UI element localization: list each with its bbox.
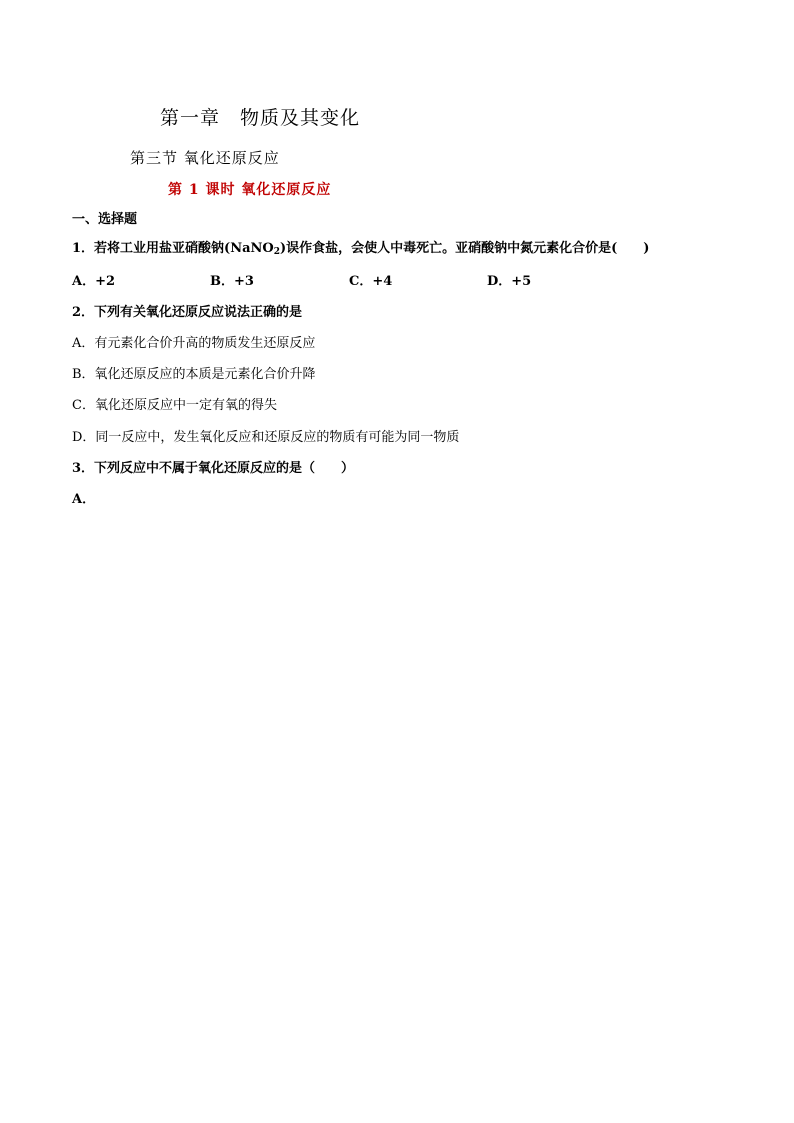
question-2-option-c: C．氧化还原反应中一定有氧的得失 [72,398,277,413]
question-1-option-a: A．+2 [72,274,116,289]
question-2-option-b: B．氧化还原反应的本质是元素化合价升降 [72,367,316,382]
question-3-option-a: A． [72,492,96,507]
question-3-stem: 3．下列反应中不属于氧化还原反应的是（ ） [72,461,355,476]
question-1-subscript: 2 [273,247,280,257]
question-2-option-d: D．同一反应中，发生氧化反应和还原反应的物质有可能为同一物质 [72,430,460,445]
question-1-suffix: )误作食盐，会使人中毒死亡。亚硝酸钠中氮元素化合价是( ) [279,241,650,256]
question-2-stem: 2．下列有关氧化还原反应说法正确的是 [72,305,303,320]
question-1-option-c: C．+4 [349,274,393,289]
question-2-option-a: A．有元素化合价升高的物质发生还原反应 [72,336,316,351]
part-heading: 一、选择题 [72,212,138,227]
lesson-title: 第 1 课时 氧化还原反应 [168,182,332,198]
question-1-option-d: D．+5 [487,274,532,289]
section-title: 第三节 氧化还原反应 [130,149,280,167]
chapter-title: 第一章 物质及其变化 [160,107,361,129]
question-1-stem [72,237,649,257]
question-1-prefix: 1．若将工业用盐亚硝酸钠(NaNO [72,241,274,256]
question-1-option-b: B．+3 [210,274,254,289]
